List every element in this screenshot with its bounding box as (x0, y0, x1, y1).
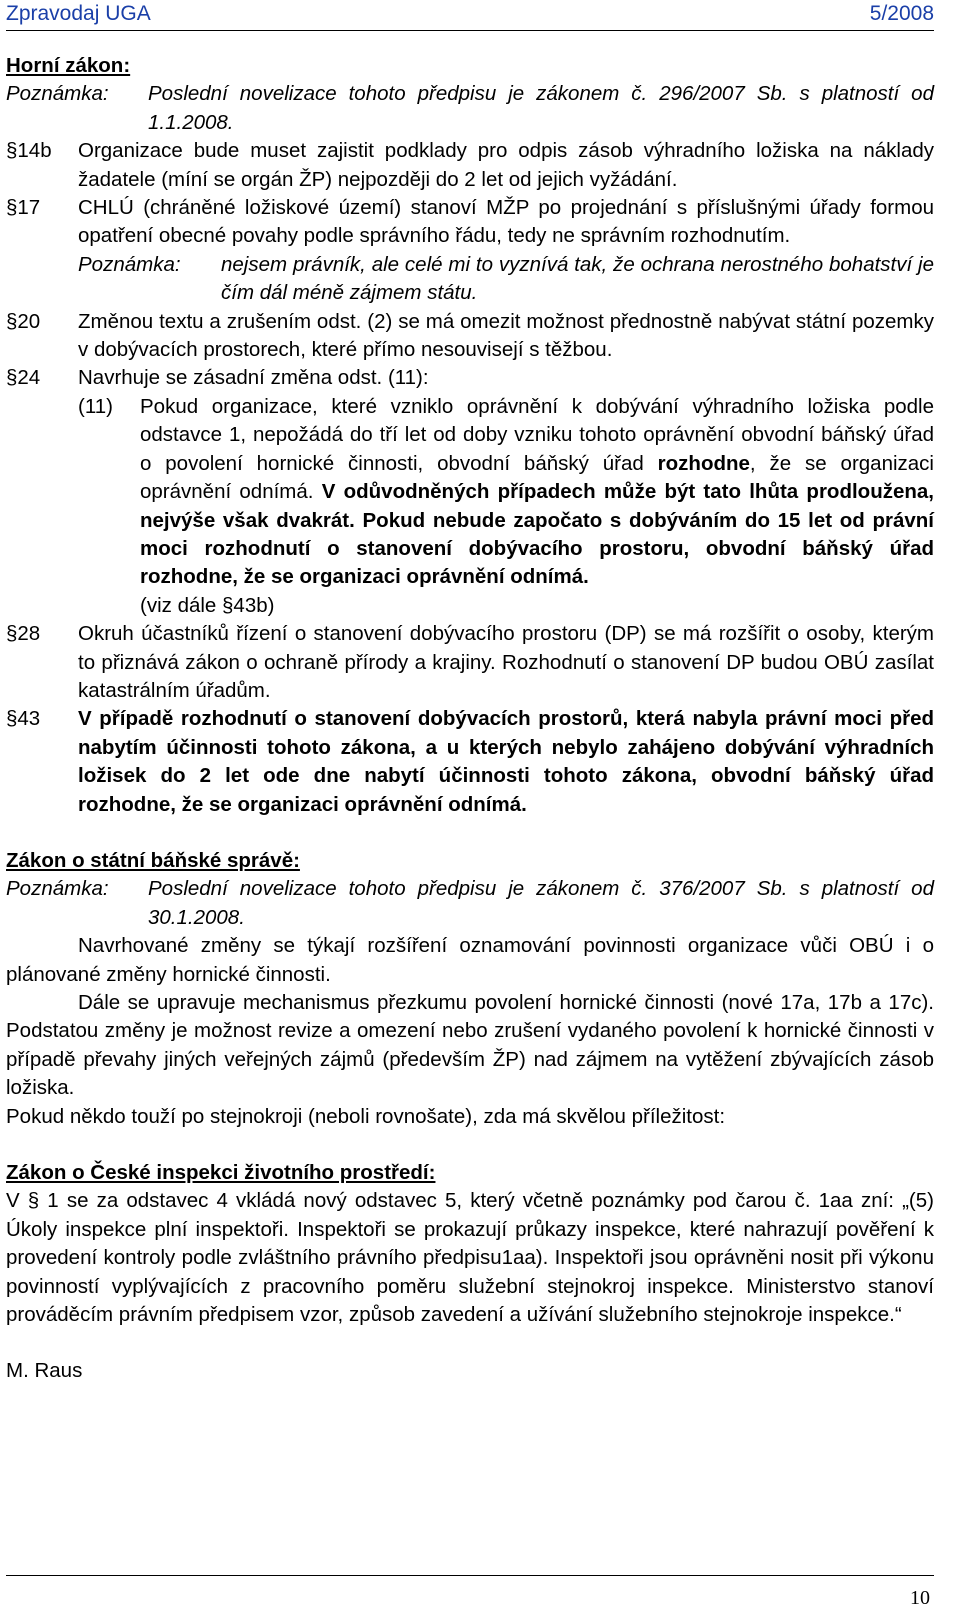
paragraph-17-note (78, 251, 934, 308)
subsection-text-bold: rozhodne (657, 451, 750, 475)
note-text: Poslední novelizace tohoto předpisu je zákonem č. 296/2007 Sb. s platností od 1.1.2008. (148, 82, 934, 134)
note-label: Poznámka: (6, 82, 109, 106)
author-signature: M. Raus (6, 1359, 83, 1383)
subsection-text-part: Pokud organizace, které vzniklo oprávnění k dobývání výhradního ložiska podle odstavce 1, nepožádá do tří let od doby vzniku tohoto oprávnění obvodní báňský úřad o povolení hornické činnosti, obvodní báňský úřad (140, 394, 934, 475)
paragraph-24 (6, 364, 934, 620)
paragraph-text: Okruh účastníků řízení o stanovení dobývacího prostoru (DP) se má rozšířit o osoby, kterým to přiznává zákon o ochraně přírody a krajiny. Rozhodnutí o stanovení DP budou OBÚ zasílat katastrálním úřadům. (78, 622, 934, 702)
paragraph-text: Změnou textu a zrušením odst. (2) se má omezit možnost přednostně nabývat státní pozemky v dobývacích prostorech, které přímo nesouvisejí s těžbou. (78, 309, 934, 362)
paragraph-43 (6, 705, 934, 819)
paragraph-number: §28 (6, 622, 41, 646)
paragraph-number: §43 (6, 707, 41, 731)
newsletter-title: Zpravodaj UGA (6, 2, 151, 25)
paragraph-20 (6, 308, 934, 365)
section-heading-environment-inspection: Zákon o České inspekci životního prostředí: (6, 1161, 436, 1185)
subsection-label: (11) (78, 394, 113, 418)
spacer (6, 1131, 934, 1159)
paragraph-text: V případě rozhodnutí o stanovení dobývacích prostorů, která nabyla právní moci před nabytím účinnosti tohoto zákona, a u kterých nebylo zahájeno dobývání výhradních ložisek do 2 let ode dne nabytí účinnosti tohoto zákona, obvodní báňský úřad rozhodne, že se organizaci oprávnění odnímá. (78, 707, 934, 816)
note-text: Poslední novelizace tohoto předpisu je zákonem č. 376/2007 Sb. s platností od 30.1.2008. (148, 877, 934, 929)
subsection-text (140, 393, 934, 620)
section-heading-mining-act: Horní zákon: (6, 54, 131, 77)
page-header (6, 0, 934, 31)
subsection-text-part: , že se organizaci oprávnění odnímá. (140, 451, 934, 504)
body-paragraph: V § 1 se za odstavec 4 vkládá nový odstavec 5, který včetně poznámky pod čarou č. 1aa zní: „(5) Úkoly inspekce plní inspektoři. Inspektoři se prokazují průkazy inspekce, které nahrazují pověření k provedení kontroly podle zvláštního právního předpisu1aa). Inspektoři jsou oprávněni nosit při výkonu povinností vyplývajících z pracovního poměru služební stejnokroj inspekce. Ministerstvo stanoví prováděcím právním předpisem vzor, způsob zavedení a užívání služebního stejnokroje inspekce.“ (6, 1189, 934, 1327)
state-mining-note (6, 875, 934, 932)
paragraph-body (78, 364, 934, 620)
note-label: Poznámka: (78, 252, 181, 276)
paragraph-text: Navrhuje se zásadní změna odst. (11): (78, 366, 429, 390)
paragraph-number: §24 (6, 366, 41, 390)
paragraph-number: §14b (6, 139, 52, 163)
paragraph-text: Organizace bude muset zajistit podklady pro odpis zásob výhradního ložiska na náklady žadatele (míní se orgán ŽP) nejpozději do 2 let od jejich vyžádání. (78, 139, 934, 191)
body-paragraph: Dále se upravuje mechanismus přezkumu povolení hornické činnosti (nové 17a, 17b a 17c). Podstatou změny je možnost revize a omezení nebo zrušení vydaného povolení k hornické činnosti v případě převahy jiných veřejných zájmů (především ŽP) nad zájmem na vytěžení zbývajících zásob ložiska. (6, 991, 934, 1100)
subsection-11 (78, 393, 934, 620)
issue-number: 5/2008 (869, 2, 934, 25)
spacer (6, 1329, 934, 1357)
mining-act-note (6, 80, 934, 137)
body-paragraph: Navrhované změny se týkají rozšíření oznamování povinnosti organizace vůči OBÚ i o plánované změny hornické činnosti. (6, 934, 934, 986)
note-label: Poznámka: (6, 877, 109, 901)
paragraph-14b (6, 137, 934, 194)
paragraph-28 (6, 620, 934, 705)
note-text: nejsem právník, ale celé mi to vyznívá tak, že ochrana nerostného bohatství je čím dál méně zájmem státu. (221, 252, 934, 305)
paragraph-number: §17 (6, 196, 41, 220)
paragraph-number: §20 (6, 309, 41, 333)
article-body (6, 52, 934, 1386)
body-paragraph: Pokud někdo touží po stejnokroji (neboli rovnošate), zda má skvělou příležitost: (6, 1104, 726, 1128)
section-heading-state-mining-administration: Zákon o státní báňské správě: (6, 848, 300, 872)
subsection-reference: (viz dále §43b) (140, 593, 275, 617)
paragraph-body (78, 194, 934, 308)
spacer (6, 819, 934, 847)
subsection-text-bold: V odůvodněných případech může být tato lhůta prodloužena, nejvýše však dvakrát. Pokud nebude započato s dobýváním do 15 let od právní moci rozhodnutí o stanovení dobývacího prostoru, obvodní báňský úřad rozhodne, že se organizaci oprávnění odnímá. (140, 480, 934, 589)
footer-rule (6, 1575, 934, 1576)
paragraph-text: CHLÚ (chráněné ložiskové území) stanoví MŽP po projednání s příslušnými úřady formou opatření obecné povahy podle správního řádu, tedy ne správním rozhodnutím. (78, 196, 934, 248)
page-number: 10 (910, 1587, 930, 1609)
paragraph-17 (6, 194, 934, 308)
